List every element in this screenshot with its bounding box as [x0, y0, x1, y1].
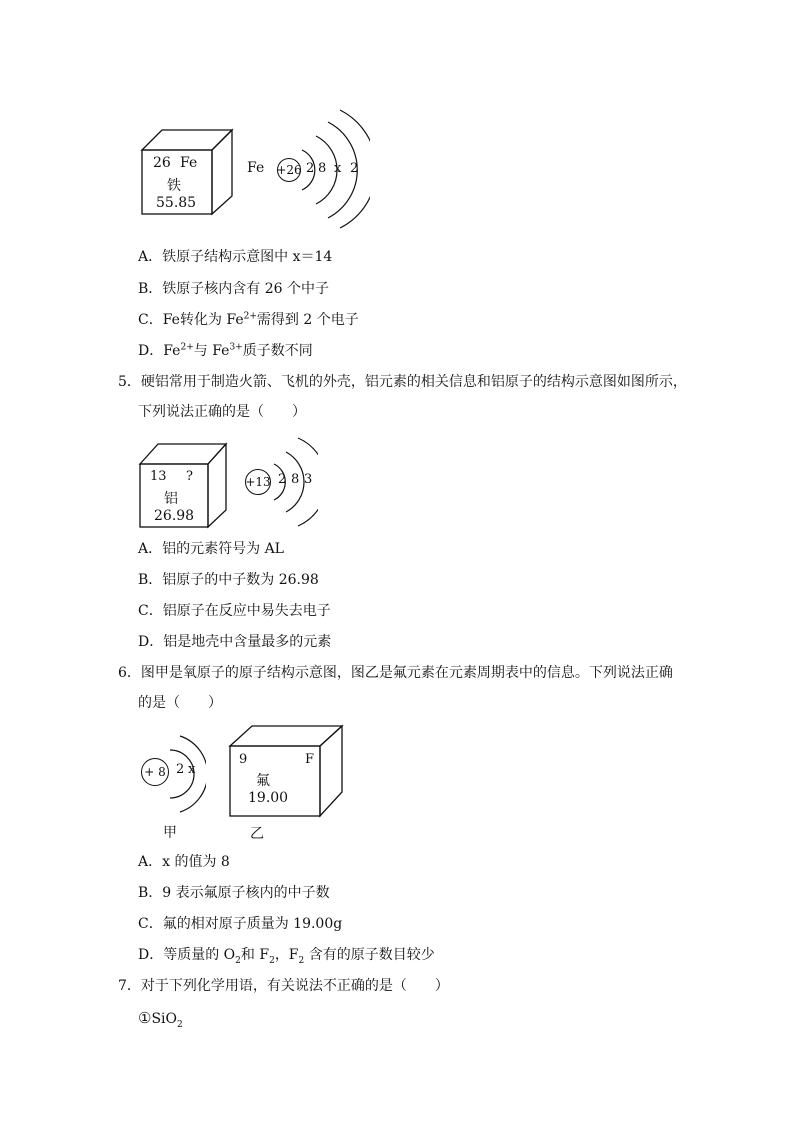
option-letter: B． [138, 281, 163, 297]
formula-subscript: 2 [269, 955, 275, 966]
q6-stem-line1 [118, 663, 673, 683]
option-text: 铝原子的中子数为 26.98 [162, 572, 319, 588]
question-number: 6． [118, 665, 141, 681]
option-text: 铁原子结构示意图中 x＝14 [162, 249, 333, 265]
q6-stem-line2 [138, 693, 222, 713]
q6-cell-mass: 19.00 [248, 790, 289, 806]
option-text: 9 表示氟原子核内的中子数 [162, 885, 330, 901]
q5-shell-3: 3 [304, 472, 313, 487]
q6-option-a [138, 852, 230, 872]
circled-number: ① [138, 1009, 152, 1027]
q5-option-a [138, 539, 284, 559]
q6-figure [138, 724, 358, 844]
option-letter: C． [138, 312, 163, 328]
ion-charge: 2+ [180, 342, 194, 353]
q5-cell-name: 铝 [164, 491, 178, 507]
q6-option-d [138, 945, 435, 965]
q6-cell-symbol: F [305, 752, 315, 767]
q6-option-b [138, 883, 330, 903]
question-stem: 的是（ ） [138, 695, 222, 711]
option-letter: D． [138, 343, 164, 359]
question-stem: 硬铝常用于制造火箭、飞机的外壳，铝元素的相关信息和铝原子的结构示意图如图所示， [140, 374, 687, 390]
option-text-post: 含有的原子数目较少 [304, 947, 435, 963]
option-letter: C． [138, 603, 163, 619]
option-text: 铝是地壳中含量最多的元素 [163, 634, 332, 650]
ion-charge: 3+ [229, 342, 243, 353]
question-stem: 对于下列化学用语，有关说法不正确的是（ ） [140, 978, 449, 994]
q7-stem [118, 976, 449, 996]
q6-cell-number: 9 [239, 752, 248, 767]
option-letter: D． [138, 947, 164, 963]
q5-shell-2: 8 [291, 472, 300, 487]
option-letter: B． [138, 572, 163, 588]
q4-option-d [138, 341, 313, 361]
option-text-post: 质子数不同 [242, 343, 313, 359]
q4-cell-symbol: Fe [180, 155, 198, 171]
q6-shell-2: x [188, 762, 196, 777]
q4-cell-name: 铁 [167, 178, 181, 194]
q4-option-c [138, 310, 359, 330]
q4-shell-4: 2 [350, 161, 359, 176]
question-number: 5． [118, 374, 141, 390]
formula: SiO [151, 1011, 177, 1027]
q4-shell-1: 2 [306, 161, 315, 176]
option-text-mid: ，F [274, 947, 299, 963]
option-text-mid: 与 Fe [193, 343, 230, 359]
option-letter: C． [138, 916, 163, 932]
q4-atom-label: Fe [247, 160, 265, 176]
option-letter: D． [138, 634, 164, 650]
formula-subscript: 2 [298, 955, 305, 966]
q5-option-c [138, 601, 331, 621]
q6-option-c [138, 914, 342, 934]
q5-stem-line2 [138, 402, 306, 422]
formula-subscript: 2 [235, 955, 241, 966]
ion-charge: 2+ [243, 311, 257, 322]
q5-nucleus-charge: +13 [245, 475, 271, 489]
option-text-pre: Fe转化为 Fe [162, 312, 244, 328]
formula-subscript: 2 [177, 1019, 183, 1030]
option-text-pre: Fe [163, 343, 181, 359]
q4-shell-3: x [334, 161, 342, 176]
q7-item-1 [138, 1008, 183, 1029]
q6-nucleus-charge: + 8 [144, 765, 166, 779]
option-text: 铁原子核内含有 26 个中子 [162, 281, 330, 297]
option-text: 铝的元素符号为 AL [162, 541, 284, 557]
option-text-mid: 和 F [240, 947, 270, 963]
q5-cell-number: 13 [150, 469, 167, 484]
question-stem: 下列说法正确的是（ ） [138, 404, 306, 420]
q6-shell-1: 2 [176, 762, 185, 777]
q5-cell-mass: 26.98 [154, 508, 195, 524]
option-letter: A． [138, 541, 163, 557]
q5-stem-line1 [118, 372, 687, 392]
option-text: x 的值为 8 [162, 854, 230, 870]
q4-option-b [138, 279, 329, 299]
option-text-pre: 等质量的 O [163, 947, 236, 963]
question-number: 7． [118, 978, 141, 994]
q4-option-a [138, 247, 332, 267]
q5-option-b [138, 570, 319, 590]
q4-cell-mass: 55.85 [156, 195, 197, 211]
option-text: 铝原子在反应中易失去电子 [162, 603, 331, 619]
q6-cell-name: 氟 [256, 773, 270, 789]
q4-cell-number: 26 [153, 155, 171, 171]
q4-figure [140, 108, 370, 228]
q5-option-d [138, 632, 331, 652]
option-text: 氟的相对原子质量为 19.00g [162, 916, 343, 932]
q5-cell-symbol: ? [186, 469, 193, 484]
q6-caption-yi: 乙 [250, 826, 264, 842]
option-letter: B． [138, 885, 163, 901]
q6-caption-jia: 甲 [163, 825, 177, 841]
q4-nucleus-charge: +26 [276, 163, 302, 177]
option-letter: A． [138, 854, 163, 870]
q5-figure [138, 432, 318, 532]
option-text-post: 需得到 2 个电子 [256, 312, 359, 328]
question-stem: 图甲是氧原子的原子结构示意图，图乙是氟元素在元素周期表中的信息。下列说法正确 [140, 665, 673, 681]
q4-shell-2: 8 [318, 161, 327, 176]
option-letter: A． [138, 249, 163, 265]
q5-shell-1: 2 [278, 472, 287, 487]
